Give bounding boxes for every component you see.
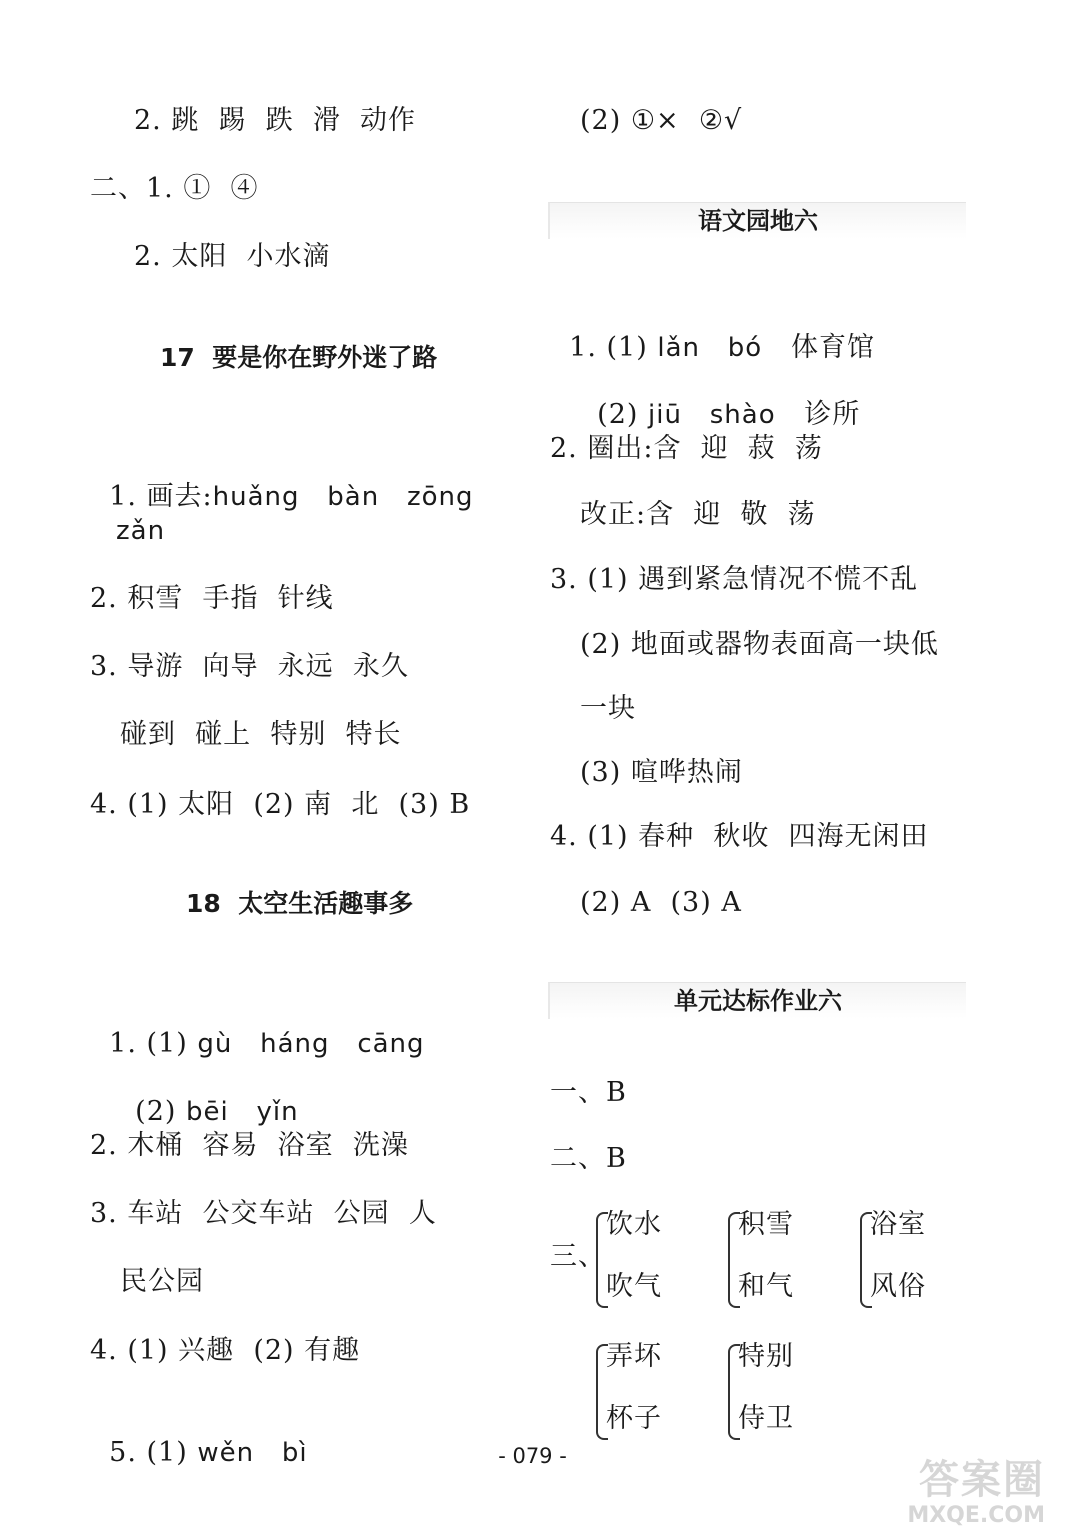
answer-line: 二、1. ① ④ [90, 173, 259, 204]
answer-line: 3. 车站 公交车站 公园 人 [90, 1198, 437, 1229]
answer-line: 2. 积雪 手指 针线 [90, 583, 334, 614]
answer-line: 3. 导游 向导 永远 永久 [90, 651, 409, 682]
group-item: 积雪 [738, 1209, 794, 1240]
answer-prefix: 1. 画去: [109, 481, 213, 512]
answer-line: 民公园 [120, 1266, 204, 1297]
answer-line: 一块 [580, 693, 636, 724]
answer-prefix: 5. (1) [109, 1437, 188, 1468]
page-number: - 079 - [498, 1444, 567, 1468]
group-item: 风俗 [870, 1271, 926, 1302]
pinyin-text: huǎng bàn zōng [212, 482, 474, 512]
answer-line: 3. (1) 遇到紧急情况不慌不乱 [550, 564, 919, 595]
pinyin-text: gù háng cāng [197, 1029, 425, 1059]
answer-suffix: 诊所 [804, 399, 861, 430]
answer-line: (2) 地面或器物表面高一块低 [580, 629, 939, 660]
answer-line: 2. 圈出:含 迎 菽 荡 [550, 433, 823, 464]
group-item: 吹气 [606, 1271, 662, 1302]
answer-line: 一、B [550, 1077, 627, 1108]
answer-prefix: (2) [135, 1096, 177, 1127]
section-banner [548, 202, 966, 239]
section-title-18: 18 太空生活趣事多 [186, 889, 414, 918]
pinyin-text: bēi yǐn [186, 1097, 299, 1127]
answer-line: 2. 木桶 容易 浴室 洗澡 [90, 1130, 409, 1161]
section-title-17: 17 要是你在野外迷了路 [160, 343, 438, 372]
answer-line: 碰到 碰上 特别 特长 [120, 719, 402, 750]
group-item: 浴室 [870, 1209, 926, 1240]
answer-line [90, 993, 425, 1061]
answer-line: 2. 太阳 小水滴 [134, 241, 331, 272]
watermark-logo [901, 1448, 1051, 1528]
answer-prefix: (2) [597, 399, 639, 430]
group-item: 侍卫 [738, 1403, 794, 1434]
pinyin-text: zǎn [116, 516, 166, 546]
answer-line [550, 297, 875, 365]
answer-line: 4. (1) 太阳 (2) 南 北 (3) B [90, 789, 471, 820]
answer-line [578, 364, 860, 432]
answer-line: (2) A (3) A [580, 887, 742, 918]
answer-line [116, 1061, 299, 1129]
answer-line [90, 446, 474, 514]
answer-line: 4. (1) 春种 秋收 四海无闲田 [550, 821, 929, 852]
answer-line: (2) ①× ②√ [580, 105, 743, 136]
group-item: 弄坏 [606, 1341, 662, 1372]
pinyin-text: jiū shào [648, 400, 776, 430]
section-banner-title: 语文园地六 [698, 207, 818, 235]
section-banner [548, 982, 966, 1019]
group-item: 杯子 [606, 1403, 662, 1434]
answer-line: 二、B [550, 1143, 627, 1174]
group-item: 和气 [738, 1271, 794, 1302]
pinyin-text: wěn bì [197, 1438, 308, 1468]
answer-line: 4. (1) 兴趣 (2) 有趣 [90, 1335, 361, 1366]
answer-prefix: 1. (1) [109, 1028, 188, 1059]
pinyin-text: lǎn bó [657, 333, 763, 363]
answer-line: 改正:含 迎 敬 荡 [580, 499, 816, 530]
watermark-url: MXQE.COM [907, 1503, 1045, 1528]
answer-prefix: 1. (1) [569, 332, 648, 363]
answer-line: (3) 喧哗热闹 [580, 757, 743, 788]
group-item: 特别 [738, 1341, 794, 1372]
answer-suffix: 体育馆 [790, 332, 875, 363]
watermark-text: 答案圈 [919, 1457, 1045, 1503]
answer-line: 2. 跳 踢 跌 滑 动作 [134, 105, 417, 136]
answer-label: 三、 [550, 1241, 606, 1272]
section-banner-title: 单元达标作业六 [674, 987, 842, 1015]
group-item: 饮水 [606, 1209, 662, 1240]
